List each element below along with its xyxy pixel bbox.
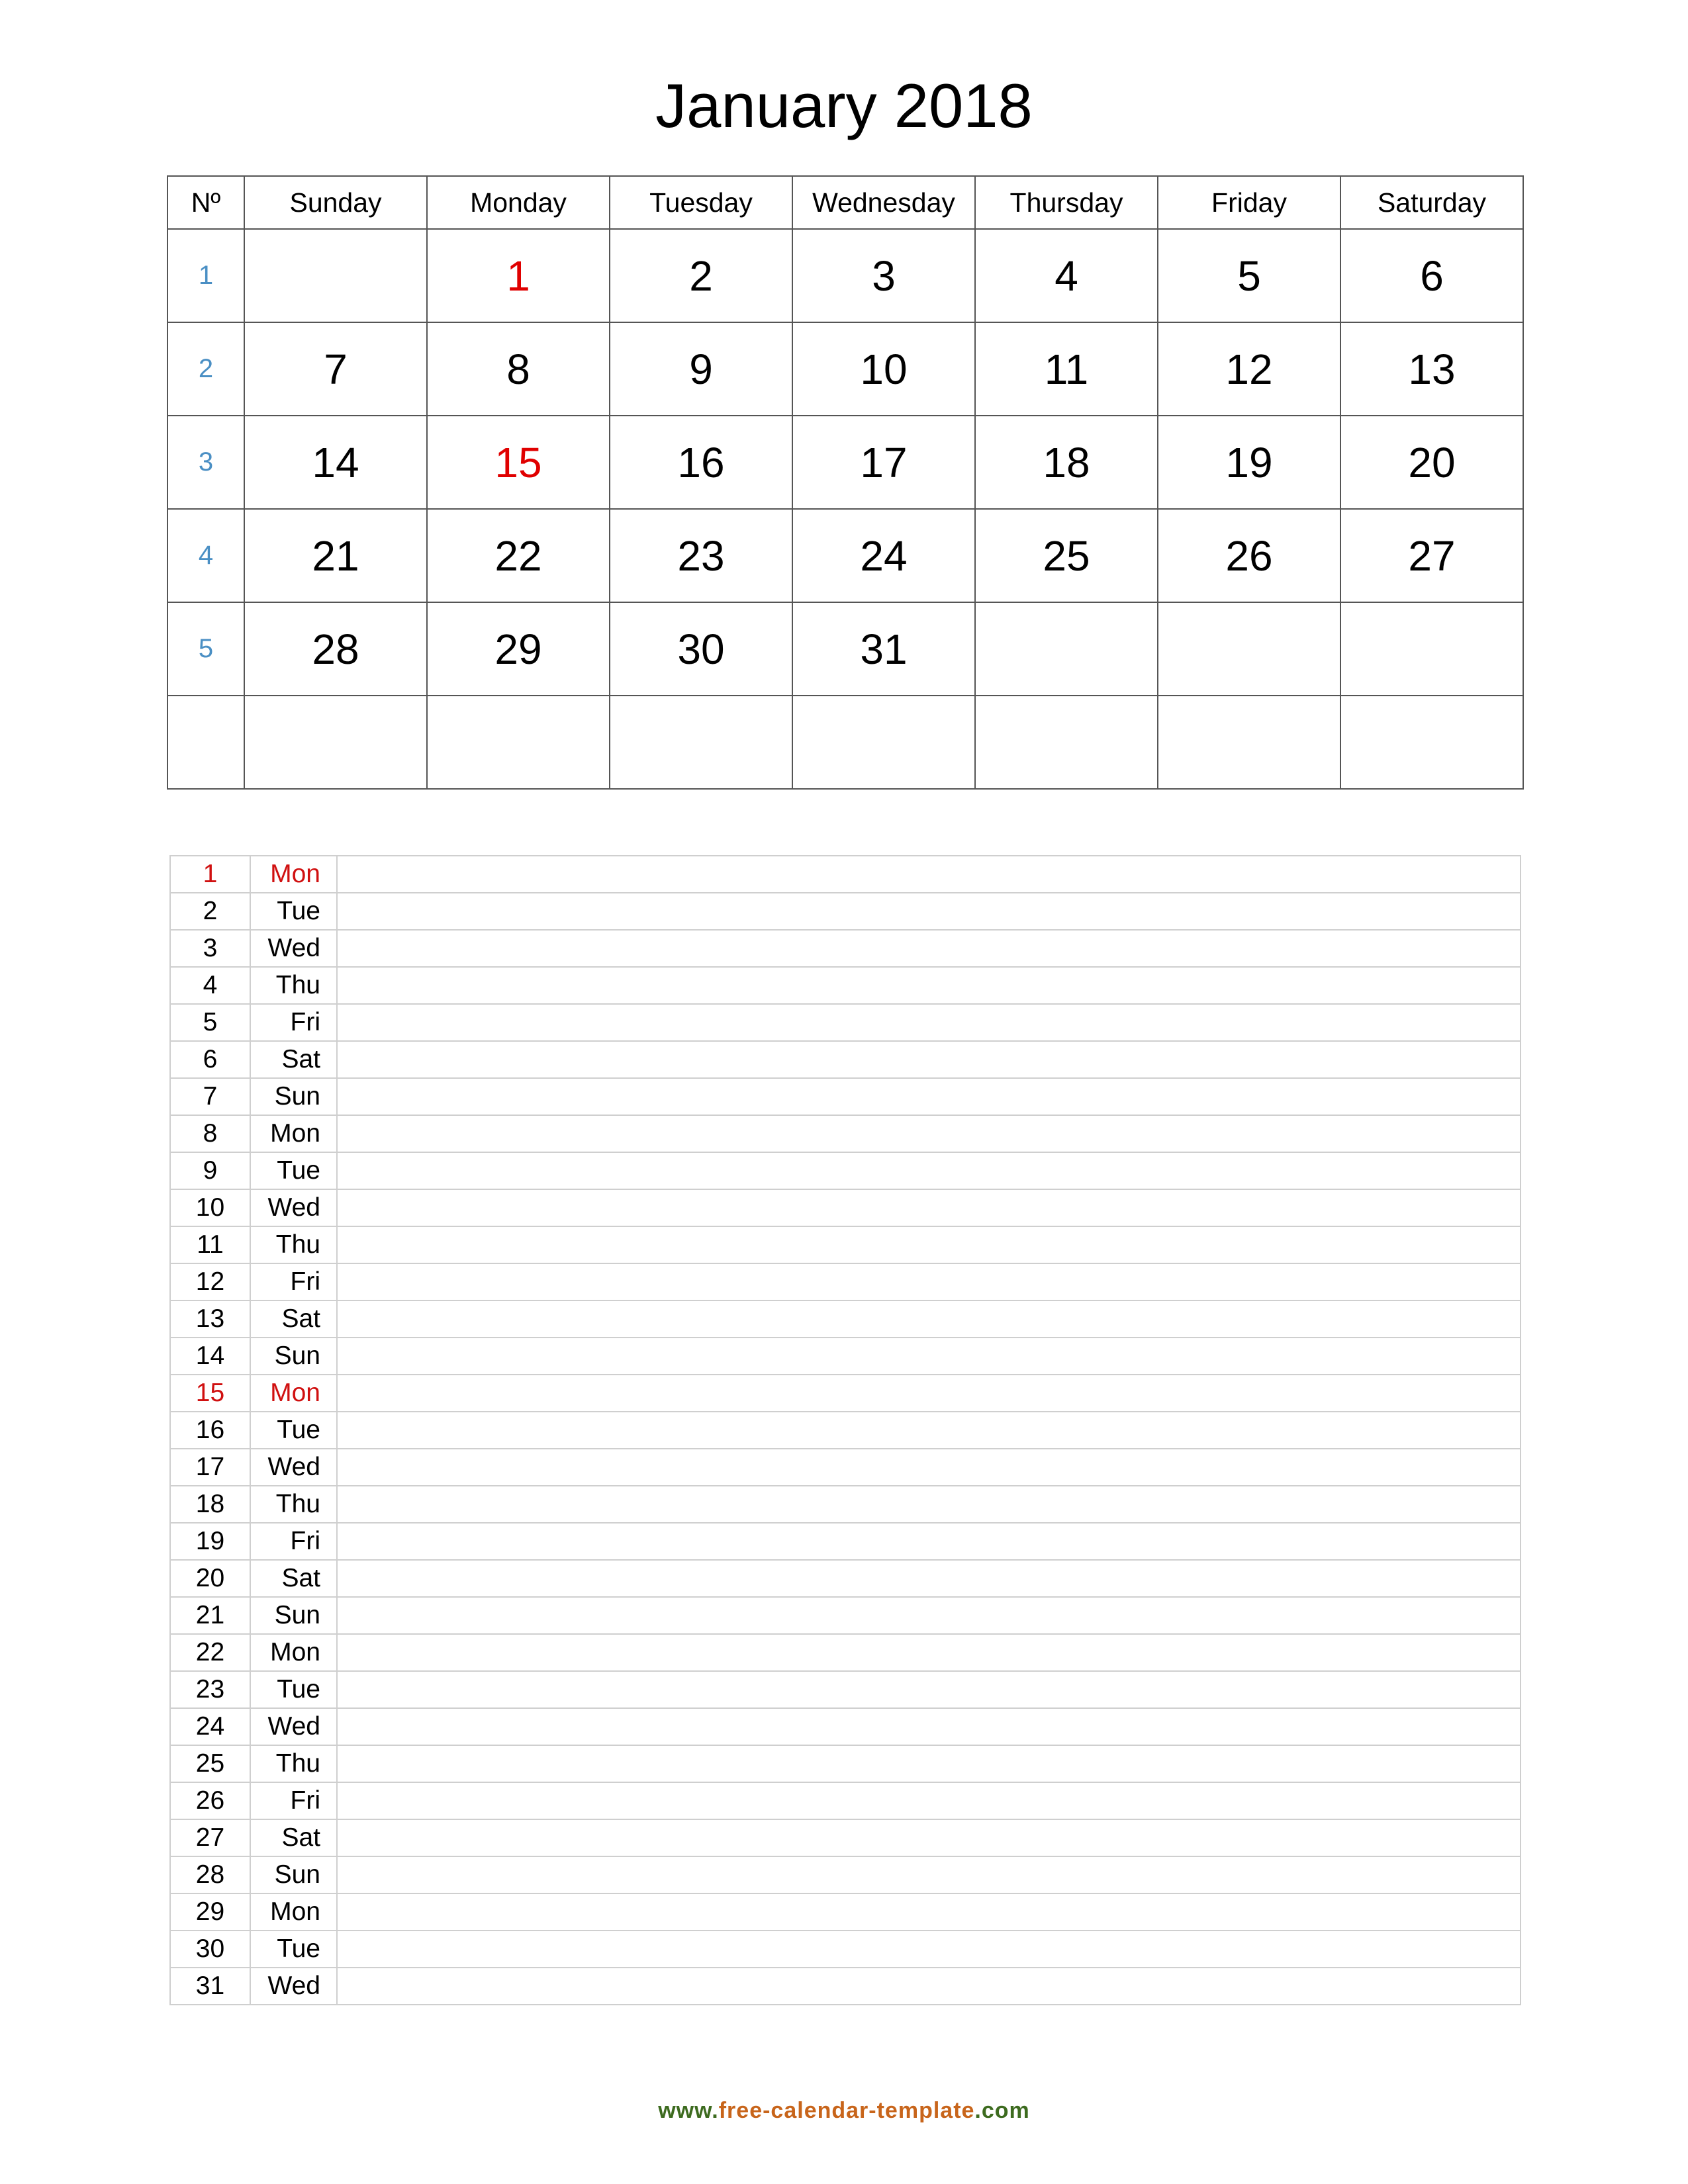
day-cell: [244, 696, 427, 789]
list-notes-cell[interactable]: [337, 1152, 1521, 1189]
list-day-number: 6: [170, 1041, 250, 1078]
week-row: [167, 696, 1523, 789]
week-row: [167, 322, 1523, 416]
list-day-number: 25: [170, 1745, 250, 1782]
day-cell: 30: [610, 602, 792, 696]
day-cell: 31: [792, 602, 975, 696]
list-weekday: Thu: [250, 967, 337, 1004]
list-notes-cell[interactable]: [337, 930, 1521, 967]
day-cell: 17: [792, 416, 975, 509]
list-day-number: 28: [170, 1856, 250, 1893]
list-day-number: 3: [170, 930, 250, 967]
list-item: [170, 1078, 1521, 1115]
list-item: [170, 1523, 1521, 1560]
day-cell: 4: [975, 229, 1158, 322]
list-notes-cell[interactable]: [337, 1412, 1521, 1449]
list-item: [170, 1893, 1521, 1931]
list-weekday: Tue: [250, 1412, 337, 1449]
list-item: [170, 1856, 1521, 1893]
list-notes-cell[interactable]: [337, 1004, 1521, 1041]
list-day-number: 10: [170, 1189, 250, 1226]
list-weekday: Mon: [250, 1375, 337, 1412]
list-day-number: 9: [170, 1152, 250, 1189]
list-weekday: Wed: [250, 1189, 337, 1226]
day-cell: 3: [792, 229, 975, 322]
day-cell: 21: [244, 509, 427, 602]
list-item: [170, 1115, 1521, 1152]
day-cell: 10: [792, 322, 975, 416]
list-day-number: 12: [170, 1263, 250, 1300]
list-weekday: Fri: [250, 1004, 337, 1041]
list-day-number: 20: [170, 1560, 250, 1597]
list-weekday: Sun: [250, 1597, 337, 1634]
list-notes-cell[interactable]: [337, 1597, 1521, 1634]
week-number-header: Nº: [167, 176, 244, 229]
list-day-number: 16: [170, 1412, 250, 1449]
day-cell: [610, 696, 792, 789]
list-notes-cell[interactable]: [337, 1041, 1521, 1078]
list-notes-cell[interactable]: [337, 893, 1521, 930]
week-row: [167, 602, 1523, 696]
day-cell: 18: [975, 416, 1158, 509]
day-cell: 12: [1158, 322, 1340, 416]
list-weekday: Mon: [250, 856, 337, 893]
list-item: [170, 1338, 1521, 1375]
list-notes-cell[interactable]: [337, 1300, 1521, 1338]
list-weekday: Sat: [250, 1041, 337, 1078]
list-day-number: 30: [170, 1931, 250, 1968]
list-item: [170, 1412, 1521, 1449]
list-weekday: Tue: [250, 893, 337, 930]
list-item: [170, 1931, 1521, 1968]
day-cell: [1340, 696, 1523, 789]
list-day-number: 19: [170, 1523, 250, 1560]
list-weekday: Wed: [250, 1708, 337, 1745]
day-cell: 28: [244, 602, 427, 696]
list-item: [170, 1819, 1521, 1856]
list-weekday: Mon: [250, 1115, 337, 1152]
list-item: [170, 856, 1521, 893]
list-weekday: Sat: [250, 1560, 337, 1597]
list-day-number: 29: [170, 1893, 250, 1931]
weekday-header: Monday: [427, 176, 610, 229]
day-cell: 27: [1340, 509, 1523, 602]
list-weekday: Mon: [250, 1634, 337, 1671]
list-notes-cell[interactable]: [337, 1189, 1521, 1226]
list-day-number: 11: [170, 1226, 250, 1263]
list-weekday: Sat: [250, 1300, 337, 1338]
week-number: 2: [167, 322, 244, 416]
day-cell: 14: [244, 416, 427, 509]
list-notes-cell[interactable]: [337, 1931, 1521, 1968]
list-item: [170, 1597, 1521, 1634]
day-cell: [1340, 602, 1523, 696]
day-cell: 7: [244, 322, 427, 416]
week-number: [167, 696, 244, 789]
list-day-number: 18: [170, 1486, 250, 1523]
list-item: [170, 1226, 1521, 1263]
day-cell: [792, 696, 975, 789]
list-weekday: Wed: [250, 1449, 337, 1486]
list-day-number: 15: [170, 1375, 250, 1412]
list-item: [170, 1263, 1521, 1300]
day-cell: [1158, 602, 1340, 696]
list-day-number: 8: [170, 1115, 250, 1152]
list-weekday: Tue: [250, 1671, 337, 1708]
list-weekday: Sun: [250, 1078, 337, 1115]
list-notes-cell[interactable]: [337, 1708, 1521, 1745]
day-cell: [975, 602, 1158, 696]
list-weekday: Mon: [250, 1893, 337, 1931]
list-item: [170, 1708, 1521, 1745]
list-weekday: Tue: [250, 1931, 337, 1968]
list-item: [170, 1189, 1521, 1226]
list-notes-cell[interactable]: [337, 1893, 1521, 1931]
day-cell: 29: [427, 602, 610, 696]
weekday-header-row: [167, 176, 1523, 229]
footer-url-suffix: .com: [974, 2098, 1030, 2123]
day-cell: [1158, 696, 1340, 789]
list-item: [170, 967, 1521, 1004]
day-cell: 19: [1158, 416, 1340, 509]
month-grid: [167, 175, 1524, 790]
page-title: January 2018: [655, 71, 1033, 140]
day-cell: [975, 696, 1158, 789]
list-notes-cell[interactable]: [337, 1449, 1521, 1486]
day-cell: [427, 696, 610, 789]
list-notes-cell[interactable]: [337, 1819, 1521, 1856]
day-cell: 6: [1340, 229, 1523, 322]
list-day-number: 27: [170, 1819, 250, 1856]
list-notes-cell[interactable]: [337, 1375, 1521, 1412]
list-day-number: 17: [170, 1449, 250, 1486]
list-item: [170, 1486, 1521, 1523]
week-number: 4: [167, 509, 244, 602]
footer-url[interactable]: [0, 2098, 1688, 2124]
list-day-number: 2: [170, 893, 250, 930]
list-notes-cell[interactable]: [337, 1560, 1521, 1597]
day-cell: 23: [610, 509, 792, 602]
footer-url-middle: free-calendar-template: [718, 2098, 975, 2123]
list-item: [170, 1300, 1521, 1338]
day-cell: 22: [427, 509, 610, 602]
list-weekday: Wed: [250, 1968, 337, 2005]
weekday-header: Tuesday: [610, 176, 792, 229]
list-item: [170, 1634, 1521, 1671]
list-day-number: 14: [170, 1338, 250, 1375]
list-notes-cell[interactable]: [337, 1226, 1521, 1263]
weekday-header: Wednesday: [792, 176, 975, 229]
list-notes-cell[interactable]: [337, 1634, 1521, 1671]
list-weekday: Thu: [250, 1486, 337, 1523]
list-item: [170, 1671, 1521, 1708]
week-number: 1: [167, 229, 244, 322]
list-weekday: Fri: [250, 1782, 337, 1819]
day-cell: 11: [975, 322, 1158, 416]
list-day-number: 21: [170, 1597, 250, 1634]
list-item: [170, 1004, 1521, 1041]
list-day-number: 13: [170, 1300, 250, 1338]
day-cell: 15: [427, 416, 610, 509]
list-day-number: 31: [170, 1968, 250, 2005]
list-notes-cell[interactable]: [337, 1115, 1521, 1152]
list-item: [170, 893, 1521, 930]
list-day-number: 22: [170, 1634, 250, 1671]
list-day-number: 1: [170, 856, 250, 893]
list-item: [170, 1152, 1521, 1189]
list-weekday: Sun: [250, 1856, 337, 1893]
list-item: [170, 1782, 1521, 1819]
list-notes-cell[interactable]: [337, 1263, 1521, 1300]
list-notes-cell[interactable]: [337, 1671, 1521, 1708]
list-item: [170, 1375, 1521, 1412]
list-weekday: Thu: [250, 1745, 337, 1782]
day-cell: 9: [610, 322, 792, 416]
list-day-number: 7: [170, 1078, 250, 1115]
weekday-header: Thursday: [975, 176, 1158, 229]
week-number: 3: [167, 416, 244, 509]
week-row: [167, 229, 1523, 322]
list-day-number: 24: [170, 1708, 250, 1745]
list-notes-cell[interactable]: [337, 1856, 1521, 1893]
list-notes-cell[interactable]: [337, 1486, 1521, 1523]
list-item: [170, 1745, 1521, 1782]
list-weekday: Tue: [250, 1152, 337, 1189]
weekday-header: Sunday: [244, 176, 427, 229]
list-day-number: 23: [170, 1671, 250, 1708]
week-row: [167, 509, 1523, 602]
list-notes-cell[interactable]: [337, 856, 1521, 893]
list-item: [170, 1449, 1521, 1486]
day-cell: 25: [975, 509, 1158, 602]
list-item: [170, 1560, 1521, 1597]
day-cell: 26: [1158, 509, 1340, 602]
list-weekday: Sun: [250, 1338, 337, 1375]
list-weekday: Fri: [250, 1263, 337, 1300]
list-notes-cell[interactable]: [337, 1338, 1521, 1375]
weekday-header: Friday: [1158, 176, 1340, 229]
day-cell: 24: [792, 509, 975, 602]
day-cell: [244, 229, 427, 322]
day-cell: 8: [427, 322, 610, 416]
list-notes-cell[interactable]: [337, 1078, 1521, 1115]
day-cell: 1: [427, 229, 610, 322]
list-item: [170, 1968, 1521, 2005]
list-notes-cell[interactable]: [337, 1523, 1521, 1560]
list-item: [170, 1041, 1521, 1078]
list-day-number: 26: [170, 1782, 250, 1819]
list-notes-cell[interactable]: [337, 1968, 1521, 2005]
list-weekday: Sat: [250, 1819, 337, 1856]
list-weekday: Thu: [250, 1226, 337, 1263]
list-day-number: 4: [170, 967, 250, 1004]
footer-url-prefix: www.: [658, 2098, 719, 2123]
week-row: [167, 416, 1523, 509]
day-cell: 16: [610, 416, 792, 509]
list-weekday: Wed: [250, 930, 337, 967]
list-item: [170, 930, 1521, 967]
list-notes-cell[interactable]: [337, 967, 1521, 1004]
day-cell: 5: [1158, 229, 1340, 322]
list-weekday: Fri: [250, 1523, 337, 1560]
day-cell: 20: [1340, 416, 1523, 509]
list-day-number: 5: [170, 1004, 250, 1041]
day-cell: 13: [1340, 322, 1523, 416]
weekday-header: Saturday: [1340, 176, 1523, 229]
day-cell: 2: [610, 229, 792, 322]
list-notes-cell[interactable]: [337, 1745, 1521, 1782]
list-notes-cell[interactable]: [337, 1782, 1521, 1819]
daily-notes-list: [169, 855, 1521, 2005]
week-number: 5: [167, 602, 244, 696]
